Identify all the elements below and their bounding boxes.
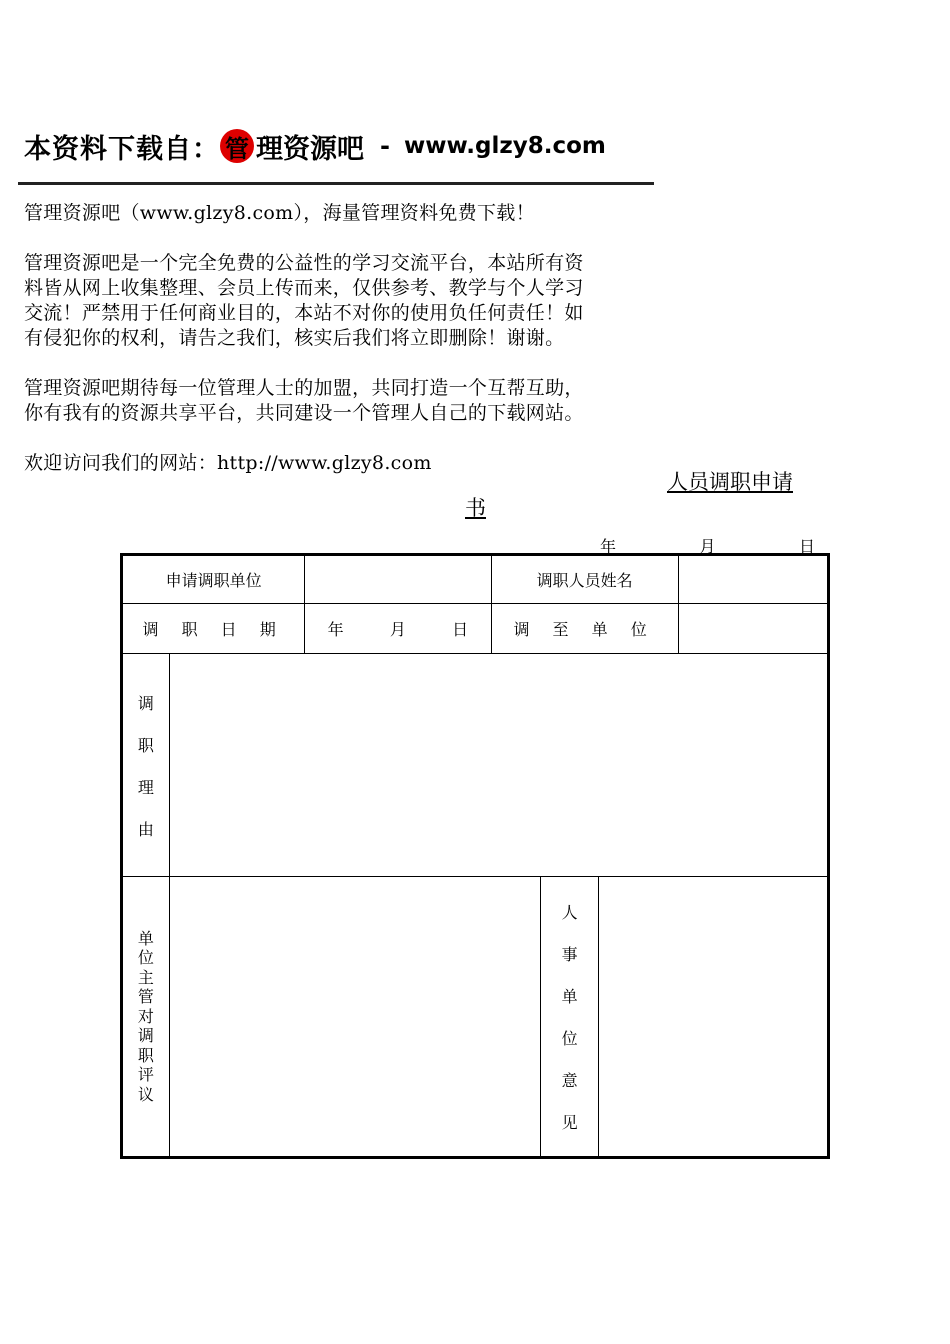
banner-url[interactable]: www.glzy8.com (403, 133, 606, 159)
date-day: 日 (798, 537, 815, 556)
intro-paragraph-4: 欢迎访问我们的网站：http://www.glzy8.com (24, 452, 432, 474)
site-banner (24, 126, 606, 166)
target-unit-field[interactable] (678, 604, 828, 654)
banner-divider (18, 182, 654, 185)
banner-separator: - (380, 132, 390, 160)
reason-field[interactable] (169, 654, 828, 877)
banner-brand: 理资源吧 (256, 133, 364, 165)
transfer-date-field[interactable] (305, 604, 491, 654)
transfer-date-year: 年 (327, 620, 344, 639)
transfer-date-day: 日 (452, 620, 469, 639)
intro-paragraph-2: 管理资源吧是一个完全免费的公益性的学习交流平台，本站所有资 料皆从网上收集整理、会员上传而来，仅供参考、教学与个人学习 交流！严禁用于任何商业目的，本站不对你的使用负任何责任！如 有侵犯你的权利，请告之我们，核实后我们将立即删除！谢谢。 (24, 252, 584, 349)
supervisor-comment-label: 单 位 主 管 对 调 职 评 议 (122, 877, 170, 1158)
transfer-form-table (120, 553, 830, 1159)
employee-name-label: 调职人员姓名 (491, 555, 678, 604)
document-title-line1: 人员调职申请 (667, 471, 793, 494)
site-logo-icon: 管 (220, 129, 254, 163)
banner-prefix: 本资料下载自： (24, 133, 220, 165)
transfer-date-month: 月 (389, 620, 406, 639)
hr-opinion-label: 人 事 单 位 意 见 (541, 877, 599, 1158)
supervisor-comment-field[interactable] (169, 877, 540, 1158)
document-title-line2: 书 (465, 497, 486, 520)
date-year: 年 (600, 537, 617, 556)
intro-paragraph-1: 管理资源吧（www.glzy8.com），海量管理资料免费下载！ (24, 202, 535, 224)
applicant-unit-label: 申请调职单位 (122, 555, 305, 604)
hr-opinion-field[interactable] (599, 877, 829, 1158)
date-month: 月 (699, 537, 716, 556)
employee-name-field[interactable] (678, 555, 828, 604)
target-unit-label: 调 至 单 位 (491, 604, 678, 654)
transfer-date-label: 调 职 日 期 (122, 604, 305, 654)
intro-paragraph-3: 管理资源吧期待每一位管理人士的加盟，共同打造一个互帮互助， 你有我有的资源共享平台，共同建设一个管理人自己的下载网站。 (24, 377, 584, 424)
applicant-unit-field[interactable] (305, 555, 491, 604)
reason-label: 调 职 理 由 (122, 654, 170, 877)
